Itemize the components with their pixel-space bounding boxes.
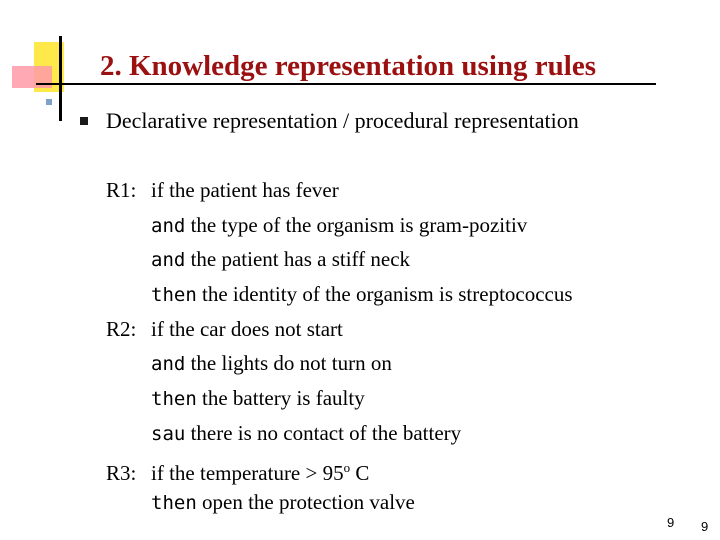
slide-title: 2. Knowledge representation using rules	[100, 50, 596, 82]
rule-keyword: if	[151, 178, 164, 202]
rule-text: the car does not start	[163, 316, 343, 341]
rule-keyword: and	[151, 214, 186, 237]
rule-keyword: if	[151, 316, 164, 341]
rule-line	[106, 421, 573, 456]
rule-text: the lights do not turn on	[185, 351, 392, 376]
rule-keyword: if	[151, 460, 164, 485]
rule-label: R2:	[106, 316, 137, 341]
decoration-dot	[46, 99, 52, 105]
rule-text: there is no contact of the battery	[185, 420, 462, 445]
rule-line	[106, 456, 573, 491]
rules-block	[106, 178, 573, 525]
rule-text: open the protection valve	[196, 490, 415, 515]
rule-line	[106, 178, 573, 213]
rule-keyword: and	[151, 249, 186, 272]
rule-label: R1:	[106, 178, 137, 202]
rule-keyword: and	[151, 353, 186, 376]
rule-keyword: then	[151, 492, 197, 515]
rule-keyword: then	[151, 388, 197, 411]
rule-text: the temperature > 95	[163, 460, 344, 485]
footer-page-number: 9	[701, 519, 709, 534]
rule-text: the patient has a stiff neck	[185, 247, 411, 272]
rule-text: the identity of the organism is streptococcus	[196, 282, 573, 307]
rule-text: the type of the organism is gram-pozitiv	[185, 212, 528, 237]
rule-keyword: sau	[151, 422, 186, 445]
rule-line	[106, 386, 573, 421]
decoration-horizontal-line	[36, 83, 656, 85]
rule-text: the battery is faulty	[196, 386, 365, 411]
rule-label: R3:	[106, 460, 137, 485]
rule-line	[106, 282, 573, 317]
slide-page-number: 9	[667, 515, 675, 530]
rule-line	[106, 213, 573, 248]
bullet-text: Declarative representation / procedural representation	[106, 108, 579, 133]
rule-line	[106, 351, 573, 386]
rule-text: the patient has fever	[163, 178, 339, 202]
rule-text-unit: C	[350, 460, 370, 485]
bullet-square-icon	[80, 117, 88, 125]
rule-line	[106, 490, 573, 525]
rule-line	[106, 317, 573, 352]
decoration-vertical-line	[59, 36, 62, 121]
rule-keyword: then	[151, 284, 197, 307]
rule-line	[106, 247, 573, 282]
degree-superscript: o	[343, 459, 351, 475]
